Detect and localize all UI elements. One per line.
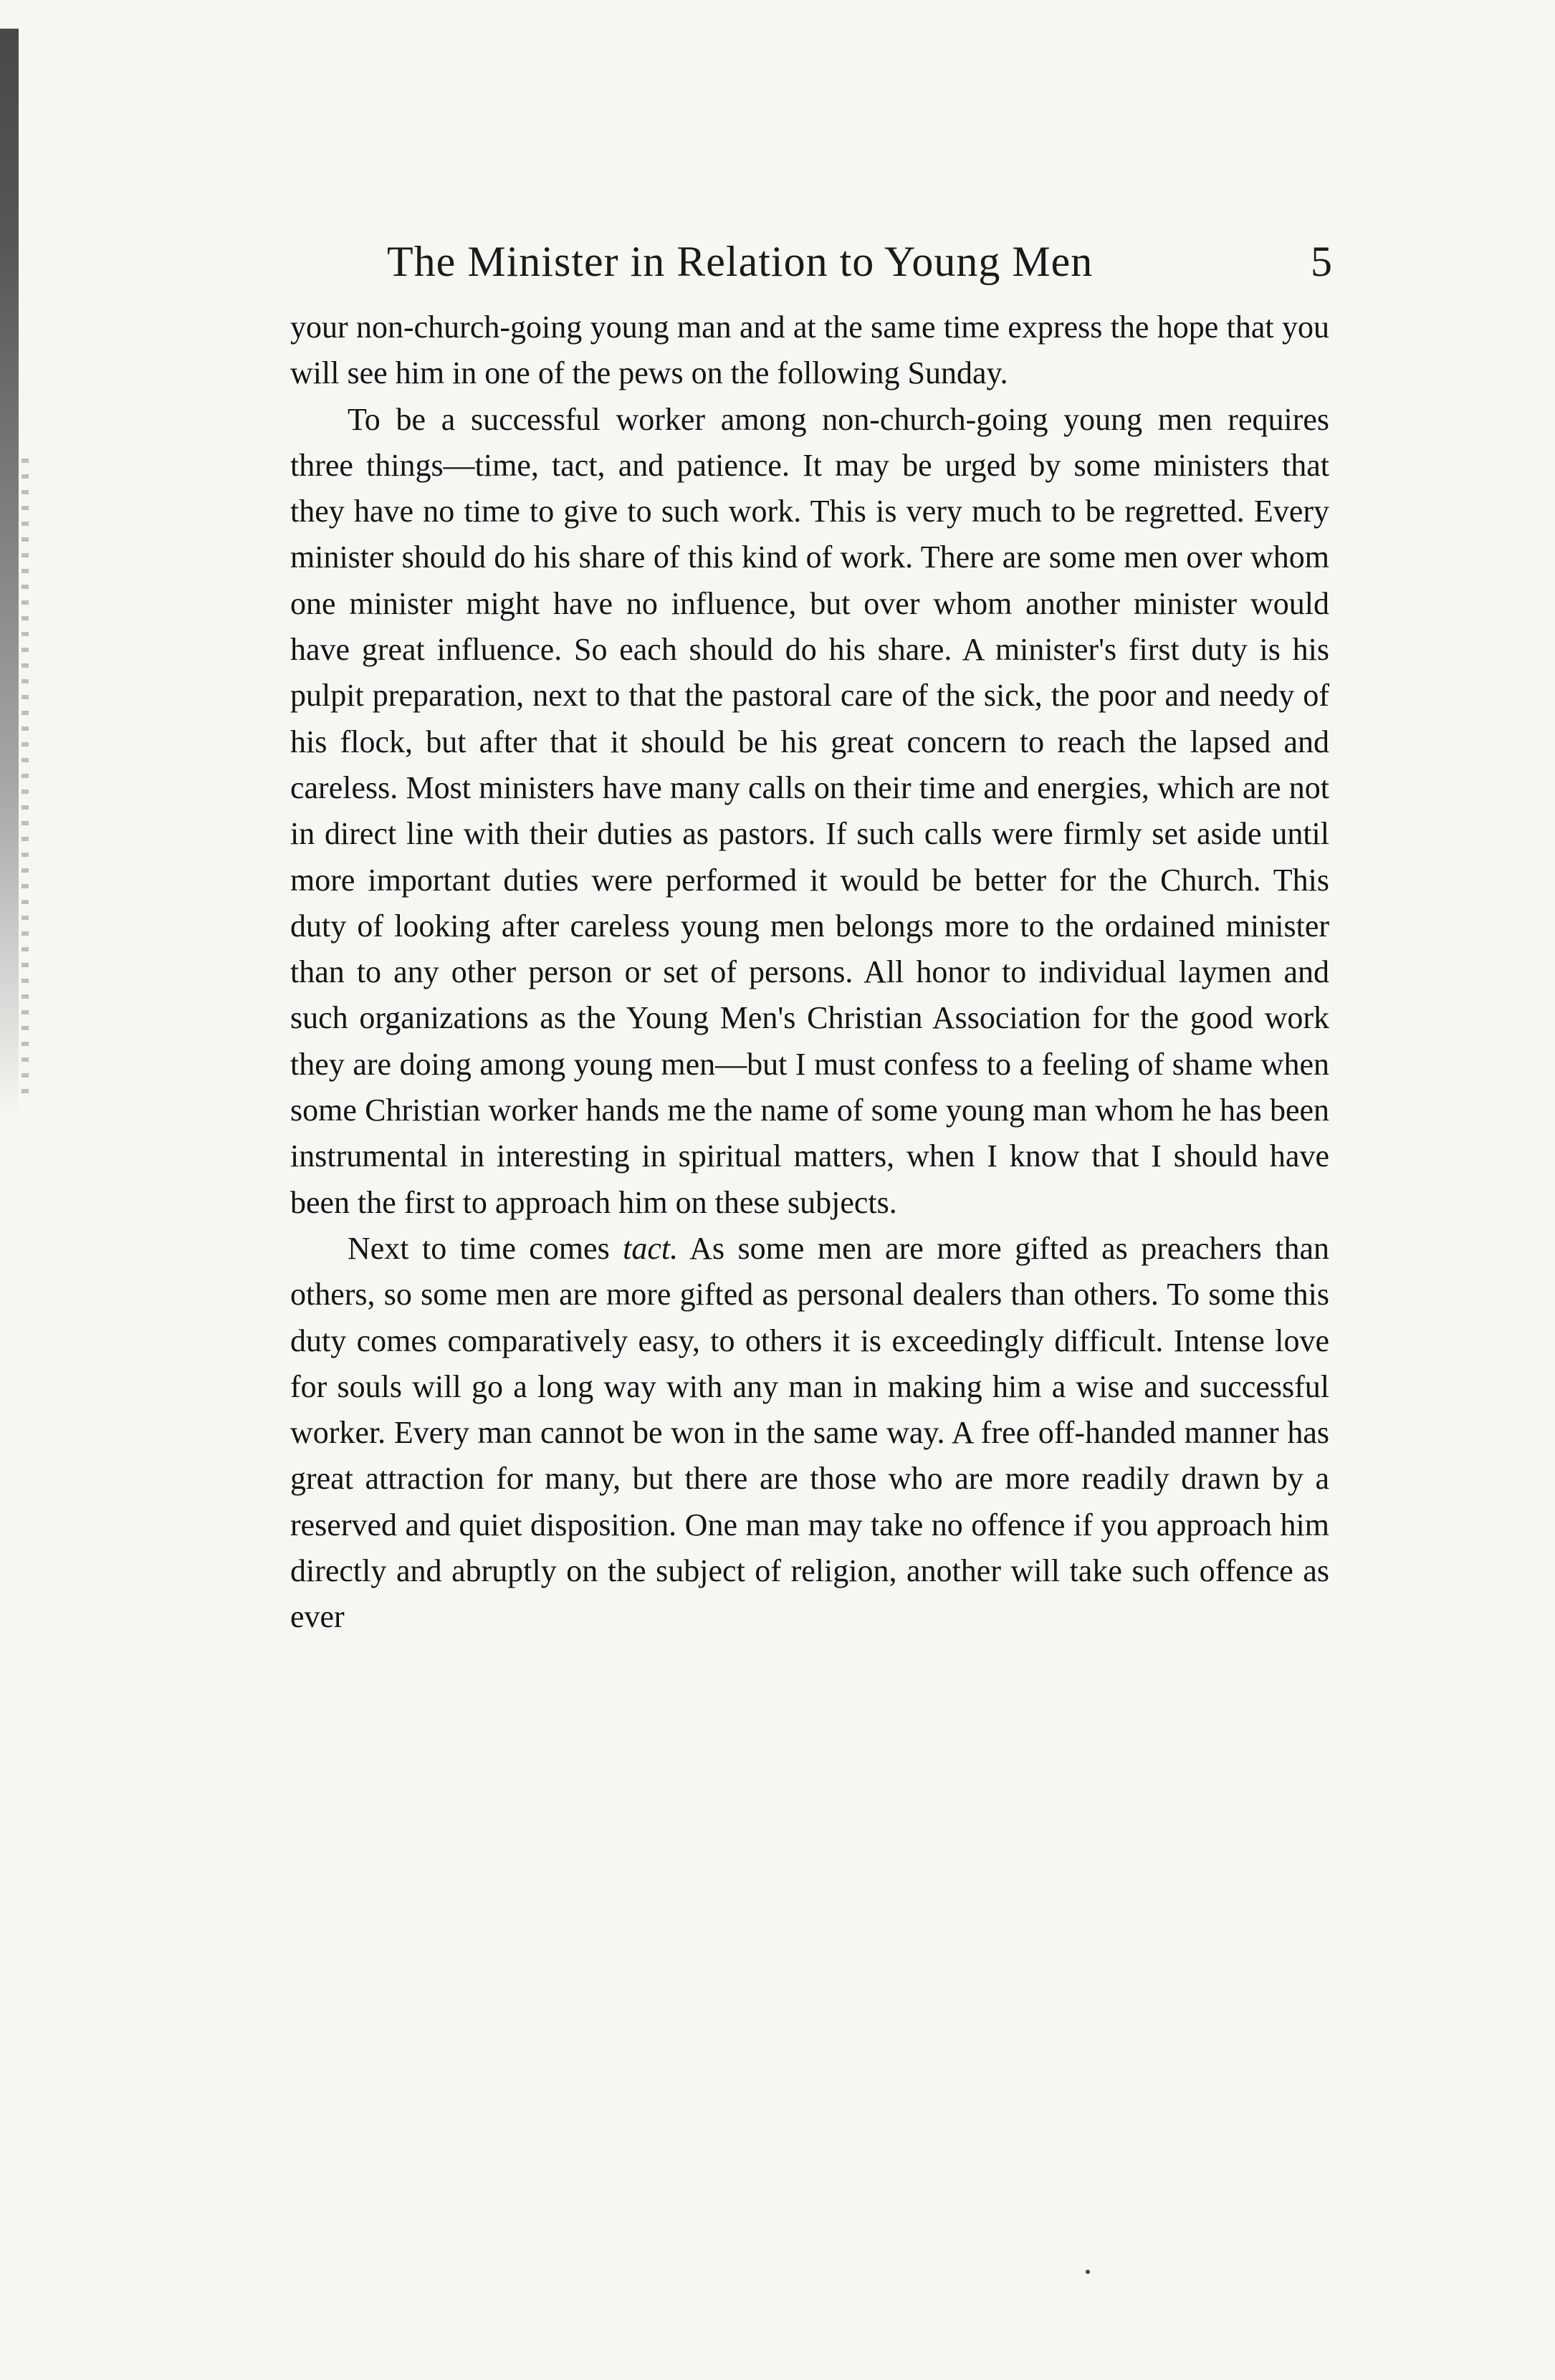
book-spine-shadow: [0, 29, 19, 1118]
ink-speck: [1086, 2270, 1090, 2274]
running-head-title: The Minister in Relation to Young Men: [387, 238, 1094, 285]
paragraph-rest: As some men are more gifted as preachers than others, so some men are more gifted as personal dealers than others. To some this duty comes comparatively easy, to others it is exceedingly difficult. Intense love for souls will go a long way with any man in making him a wise and successful worker. Every man cannot be won in the same way. A free off-handed manner has great attraction for many, but there are those who are more readily drawn by a reserved and quiet disposition. One man may take no offence if you approach him directly and abruptly on the subject of religion, another will take such offence as ever: [290, 1230, 1329, 1635]
gutter-specks: [21, 459, 29, 1103]
running-head: [387, 229, 1340, 294]
paragraph: [290, 1226, 1329, 1641]
paragraph: To be a successful worker among non-church-going young men requires three things—time, tact, and patience. It may be urged by some ministers that they have no time to give to such work. This is very much to be regretted. Every minister should do his share of this kind of work. There are some men over whom one minister might have no influence, but over whom another minister would have great influence. So each should do his share. A minister's first duty is his pulpit preparation, next to that the pastoral care of the sick, the poor and needy of his flock, but after that it should be his great concern to reach the lapsed and careless. Most ministers have many calls on their time and energies, which are not in direct line with their duties as pastors. If such calls were firmly set aside until more important duties were performed it would be better for the Church. This duty of looking after careless young men belongs more to the ordained minister than to any other person or set of persons. All honor to individual laymen and such organizations as the Young Men's Christian Association for the good work they are doing among young men—but I must confess to a feeling of shame when some Christian worker hands me the name of some young man whom he has been instrumental in interesting in spiritual matters, when I know that I should have been the first to approach him on these subjects.: [290, 401, 1329, 1220]
body-text: [290, 304, 1329, 1641]
paragraph-lead: Next to time comes: [348, 1230, 623, 1266]
paragraph: your non-church-going young man and at the same time express the hope that you will see him in one of the pews on the following Sunday.: [290, 310, 1329, 391]
page-number: 5: [1311, 238, 1333, 285]
italic-word: tact.: [623, 1230, 679, 1266]
